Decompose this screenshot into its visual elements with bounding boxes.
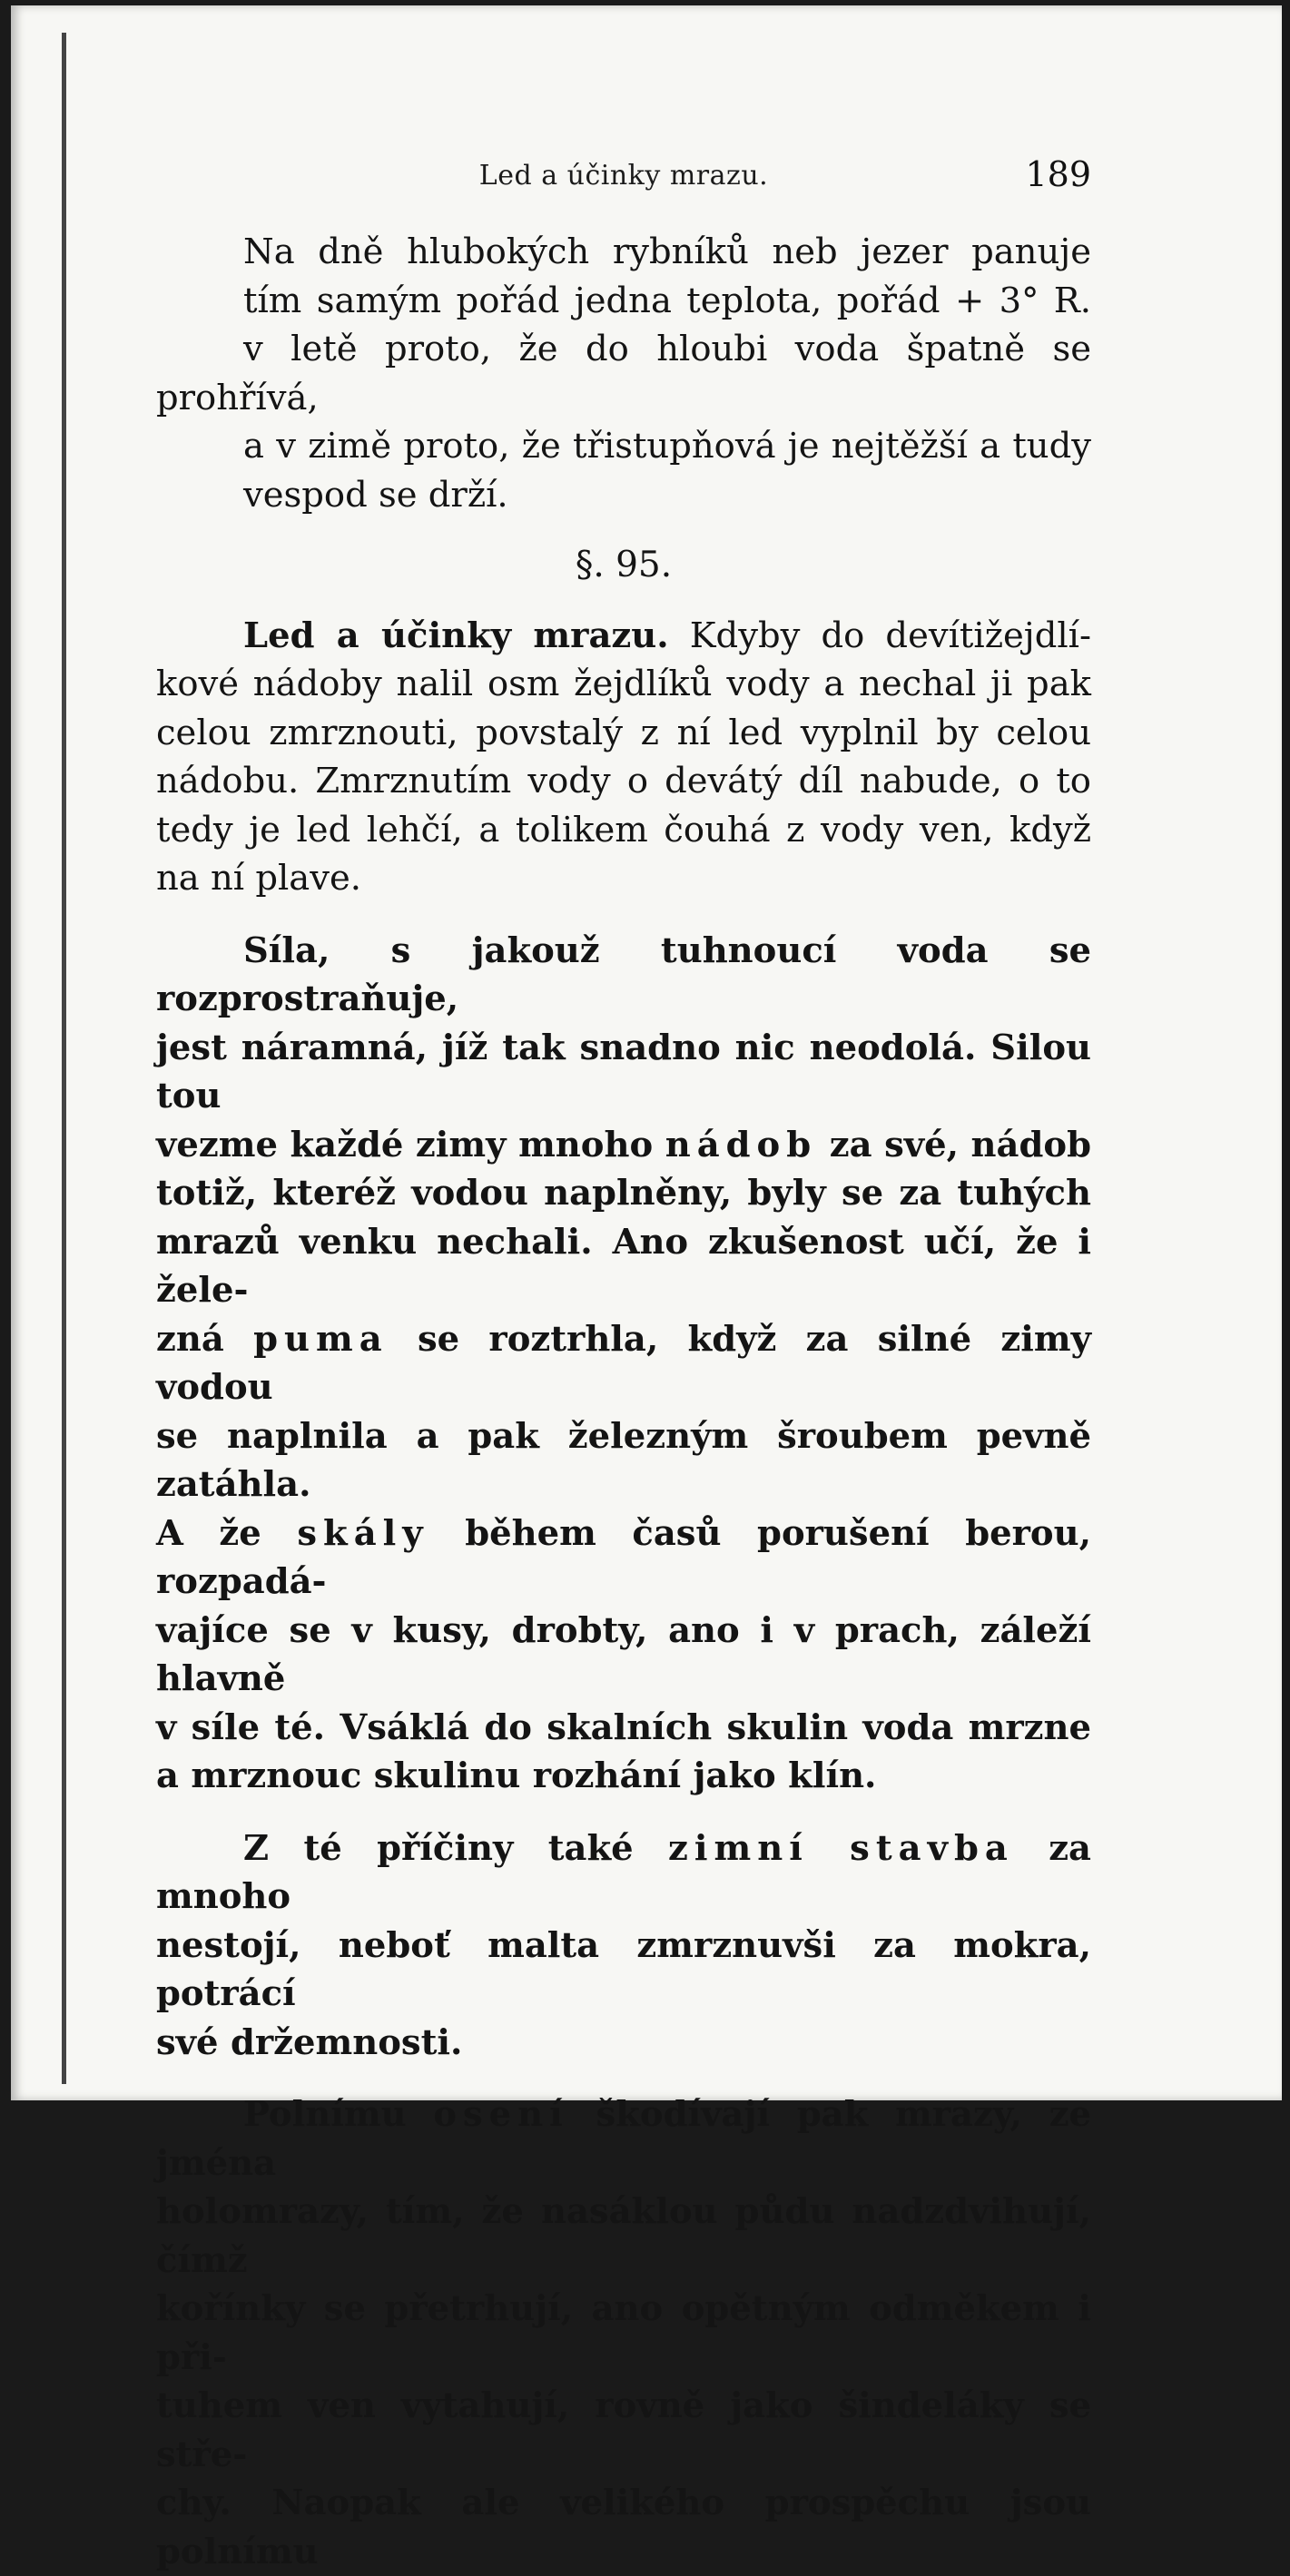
text-line	[156, 1315, 1091, 1412]
text-run: se roztrhla, když za silné zimy vodou	[156, 1318, 1092, 1408]
text-line: nádobu. Zmrznutím vody o devátý díl nabude, o to	[156, 761, 1091, 801]
emphasis-zimni-stavba: zimní stavba	[667, 1827, 1014, 1869]
text-line: v letě proto, že do hloubi voda špatně se prohřívá,	[156, 329, 1091, 418]
text-line: celou zmrznouti, povstalý z ní led vyplnil by celou	[156, 712, 1091, 753]
paragraph-2	[156, 927, 1091, 1801]
text-line	[156, 1824, 1091, 1922]
paragraph-4	[156, 2090, 1091, 2576]
text-line: se naplnila a pak železným šroubem pevně zatáhla.	[156, 1415, 1091, 1505]
paragraph-1	[156, 612, 1091, 903]
text-line: vajíce se v kusy, drobty, ano i v prach, záleží hlavně	[156, 1609, 1091, 1699]
text-line: mrazů venku nechali. Ano zkušenost učí, že i žele-	[156, 1221, 1091, 1311]
text-line: holomrazy, tím, že nasáklou půdu nadzdvihují, čímž	[156, 2191, 1091, 2281]
paragraph-3	[156, 1824, 1091, 2068]
emphasis-nadob: nádob	[665, 1124, 818, 1165]
text-line: v síle té. Vsáklá do skalních skulin voda mrzne	[156, 1706, 1091, 1748]
text-line: vespod se drží.	[243, 474, 508, 516]
text-line: totiž, kteréž vodou naplněny, byly se za tuhých	[156, 1173, 1091, 1214]
text-line: na ní plave.	[156, 858, 362, 899]
text-line	[156, 612, 1091, 661]
text-line	[156, 1509, 1091, 1607]
text-run: za své, nádob	[829, 1124, 1092, 1165]
body-text	[156, 228, 1091, 2576]
text-run: škodívají pak mrazy, ze jména	[156, 2094, 1092, 2184]
text-run: Z té příčiny také	[243, 1827, 634, 1869]
text-line: Síla, s jakouž tuhnoucí voda se rozprostraňuje,	[156, 929, 1091, 1019]
paragraph-0	[156, 228, 1091, 519]
text-run: zná	[156, 1318, 224, 1360]
running-head: Led a účinky mrazu.	[478, 160, 769, 192]
text-run: Kdyby do devítižejdlí-	[689, 615, 1092, 656]
page-header	[156, 154, 1091, 202]
text-line: kové nádoby nalil osm žejdlíků vody a nechal ji pak	[156, 664, 1091, 704]
emphasis-puma: puma	[253, 1318, 389, 1360]
text-line: Na dně hlubokých rybníků neb jezer panuje	[243, 231, 1091, 272]
page-edge-rule	[62, 33, 66, 2084]
text-line: tedy je led lehčí, a tolikem čouhá z vody ven, když	[156, 809, 1091, 850]
text-line: tuhem ven vytahují, rovně jako šindeláky se stře-	[156, 2385, 1091, 2475]
section-heading: Led a účinky mrazu.	[243, 615, 669, 656]
text-run: během časů porušení berou, rozpadá-	[156, 1512, 1092, 1602]
text-line: tím samým pořád jedna teplota, pořád + 3° R.	[243, 280, 1091, 321]
text-line: nestojí, neboť malta zmrznuvši za mokra, potrácí	[156, 1924, 1091, 2014]
text-line	[156, 2090, 1091, 2188]
text-line	[156, 1121, 1091, 1170]
text-line: jest náramná, jíž tak snadno nic neodolá. Silou tou	[156, 1027, 1091, 1116]
section-number: §. 95.	[575, 545, 673, 585]
page-number: 189	[1025, 154, 1091, 194]
emphasis-skaly: skály	[297, 1512, 429, 1554]
text-line: a v zimě proto, že třistupňová je nejtěžší a tudy	[243, 426, 1091, 467]
text-line: a mrznouc skulinu rozhání jako klín.	[156, 1755, 877, 1796]
text-run: za mnoho	[156, 1827, 1091, 1917]
book-page	[11, 5, 1282, 2572]
text-line: kořínky se přetrhují, ano opětným odměkem i při-	[156, 2288, 1091, 2378]
text-run: A že	[156, 1512, 261, 1554]
text-line: své držemnosti.	[156, 2021, 463, 2063]
text-line: chy. Naopak ale velikého prospěchu jsou polnímu	[156, 2483, 1091, 2572]
text-run: vezme každé zimy mnoho	[156, 1124, 654, 1165]
emphasis-oseni: osení	[433, 2094, 569, 2135]
text-run: Polnímu	[243, 2094, 407, 2135]
